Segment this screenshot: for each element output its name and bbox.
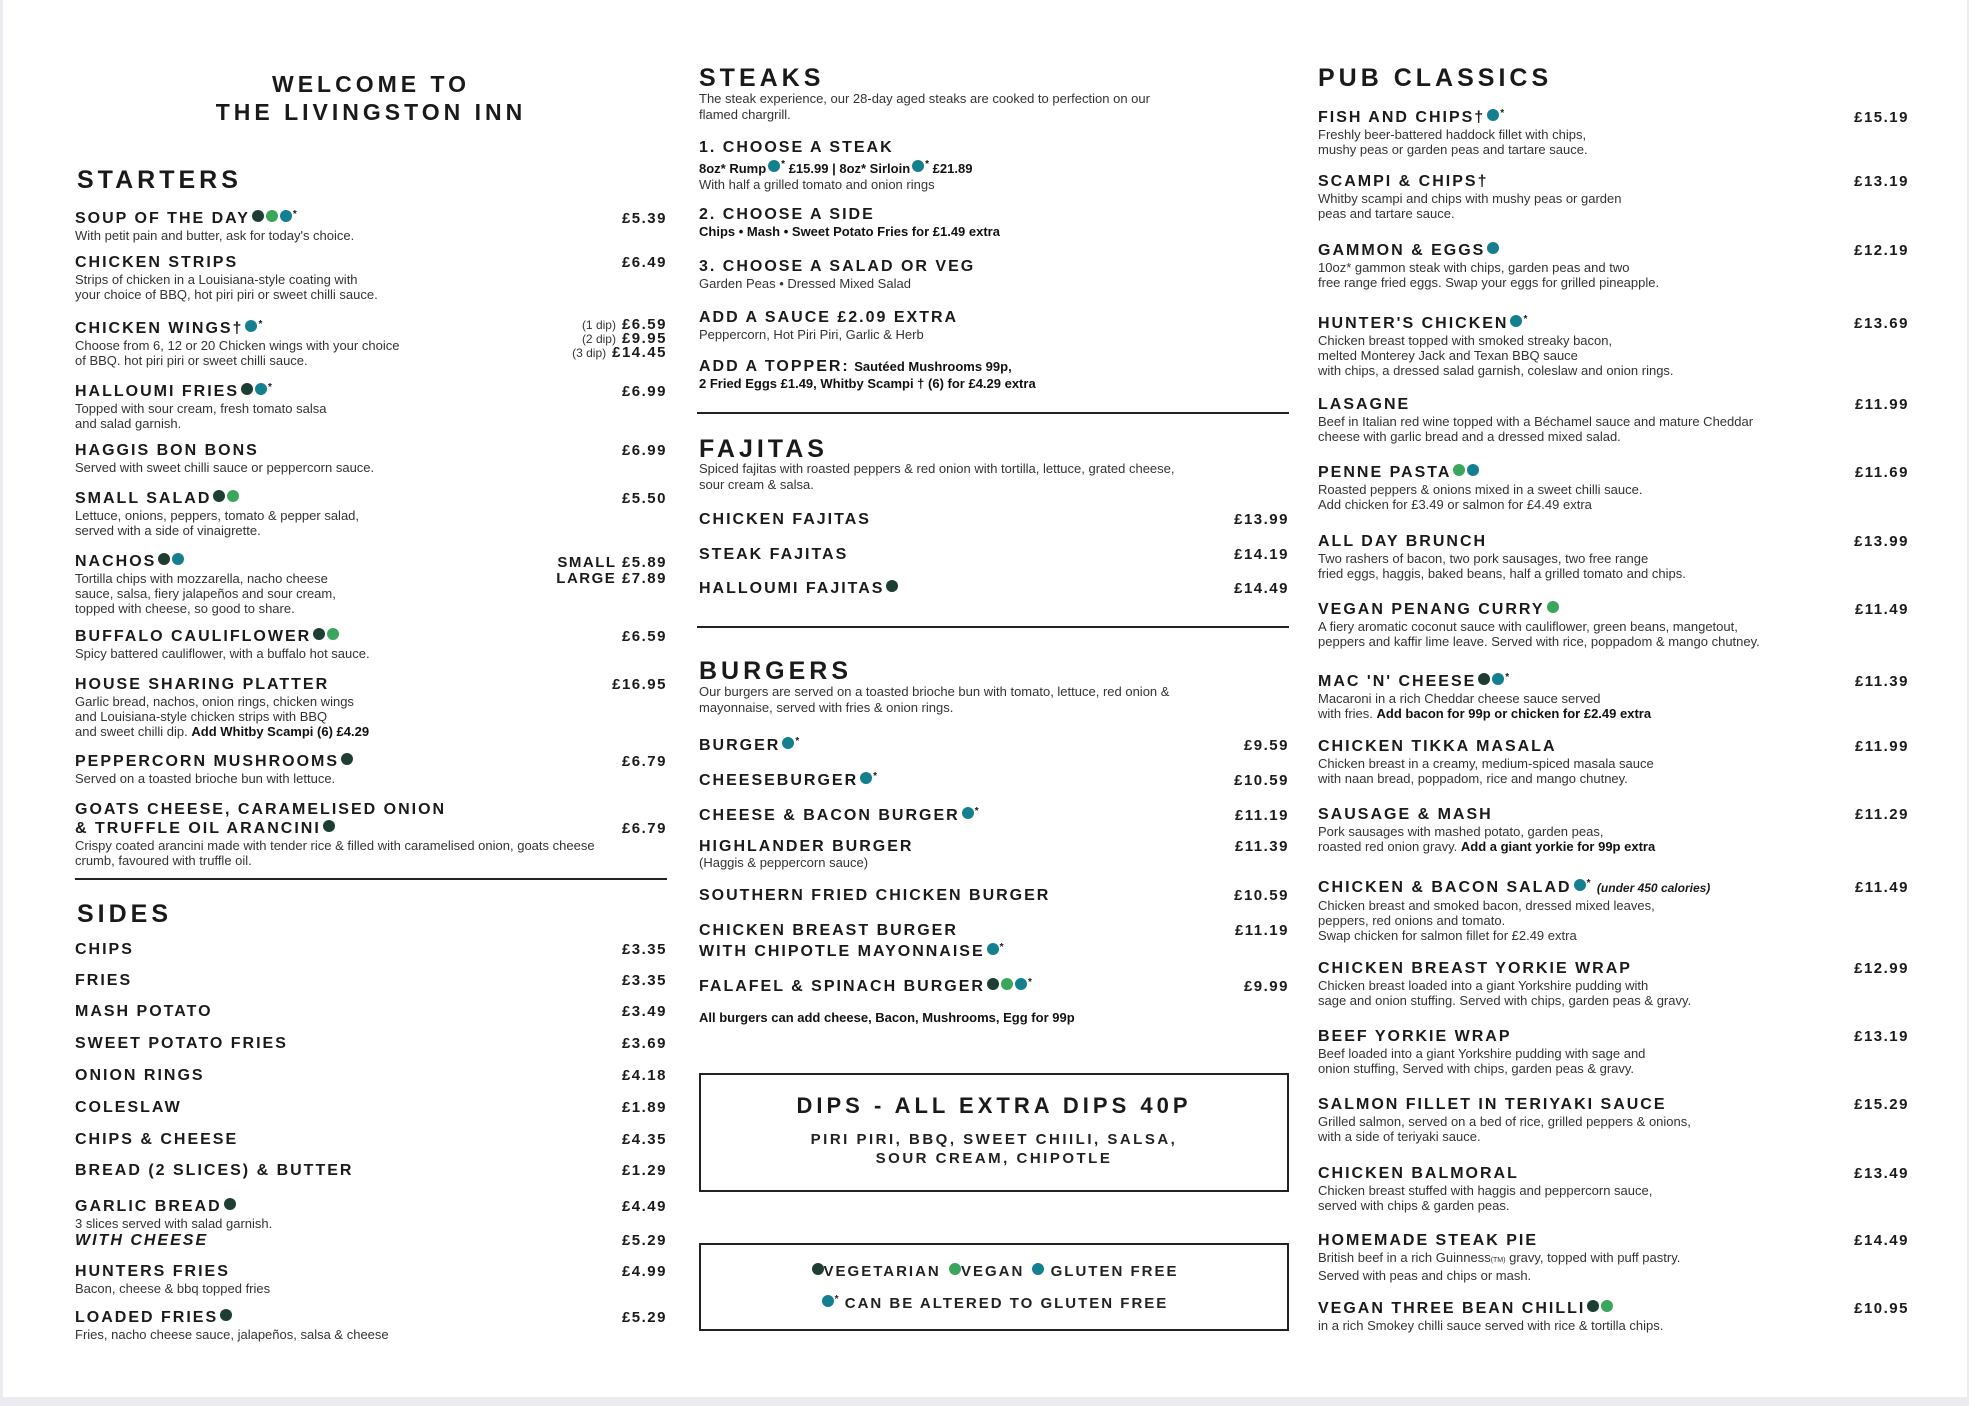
menu-item: SMALL SALAD £5.50 Lettuce, onions, peppers, tomato & pepper salad, served with a side of vinaigrette. (75, 490, 667, 538)
steak-step-1: 1. CHOOSE A STEAK 8oz* Rump * £15.99 | 8oz* Sirloin * £21.89 With half a grilled tomato and onion rings (699, 139, 973, 192)
sides-title: SIDES (77, 900, 173, 928)
vegan-icon (1547, 601, 1559, 613)
vegetarian-icon (241, 383, 253, 395)
side-item: BREAD (2 SLICES) & BUTTER £1.29 (75, 1162, 667, 1179)
pub-item: LASAGNE £11.99 Beef in Italian red wine topped with a Béchamel sauce and mature Cheddar cheese with garlic bread and a dressed mixed salad. (1318, 396, 1909, 444)
gluten-free-icon (1510, 315, 1522, 327)
gluten-free-icon (245, 320, 257, 332)
vegan-icon (327, 628, 339, 640)
pub-item: PENNE PASTA £11.69 Roasted peppers & onions mixed in a sweet chilli sauce. Add chicken for £3.49 or salmon for £4.49 extra (1318, 464, 1909, 512)
gluten-free-icon (1467, 464, 1479, 476)
vegan-icon (266, 210, 278, 222)
side-item: LOADED FRIES £5.29 Fries, nacho cheese sauce, jalapeños, salsa & cheese (75, 1309, 667, 1342)
menu-item: PEPPERCORN MUSHROOMS £6.79 Served on a toasted brioche bun with lettuce. (75, 753, 667, 786)
side-item: HUNTERS FRIES £4.99 Bacon, cheese & bbq topped fries (75, 1263, 667, 1296)
pub-item: CHICKEN BREAST YORKIE WRAP £12.99 Chicken breast loaded into a giant Yorkshire pudding with sage and onion stuffing. Served with chips, garden peas & gravy. (1318, 960, 1909, 1008)
gluten-free-icon (962, 807, 974, 819)
pub-item: CHICKEN BALMORAL £13.49 Chicken breast stuffed with haggis and peppercorn sauce, served with chips & garden peas. (1318, 1165, 1909, 1213)
vegetarian-icon (313, 628, 325, 640)
gluten-free-icon (1487, 242, 1499, 254)
steak-topper: ADD A TOPPER: Sautéed Mushrooms 99p, 2 Fried Eggs £1.49, Whitby Scampi † (6) for £4.29 extra (699, 358, 1036, 391)
burger-item: CHEESEBURGER * £10.59 (699, 771, 1289, 789)
dips-box: DIPS - ALL EXTRA DIPS 40P PIRI PIRI, BBQ, SWEET CHIILI, SALSA, SOUR CREAM, CHIPOTLE (699, 1073, 1289, 1192)
burger-item: CHEESE & BACON BURGER * £11.19 (699, 806, 1289, 824)
side-item-garlic-bread: GARLIC BREAD £4.49 3 slices served with salad garnish. WITH CHEESE £5.29 (75, 1198, 667, 1249)
gluten-free-icon (987, 943, 999, 955)
welcome-heading: WELCOME TO THE LIVINGSTON INN (215, 71, 527, 125)
pub-item: MAC 'N' CHEESE * £11.39 Macaroni in a rich Cheddar cheese sauce served with fries. Add bacon for 99p or chicken for £2.49 extra (1318, 672, 1909, 721)
menu-item: HALLOUMI FRIES * £6.99 Topped with sour cream, fresh tomato salsa and salad garnish. (75, 382, 667, 431)
pub-item: SALMON FILLET IN TERIYAKI SAUCE £15.29 Grilled salmon, served on a bed of rice, grilled peppers & onions, with a side of teriyaki sauce. (1318, 1096, 1909, 1144)
menu-item-chicken-wings: CHICKEN WINGS† * Choose from 6, 12 or 20 Chicken wings with your choice of BBQ. hot piri piri or sweet chilli sauce. (1 dip) £6.59 (2 dip) £9.95 (3 dip) £14.45 (75, 316, 667, 368)
pub-item: CHICKEN TIKKA MASALA £11.99 Chicken breast in a creamy, medium-spiced masala sauce with naan bread, poppadom, rice and mango chutney. (1318, 738, 1909, 786)
fajitas-subtitle: Spiced fajitas with roasted peppers & red onion with tortilla, lettuce, grated cheese, sour cream & salsa. (699, 461, 1175, 492)
vegetarian-icon (224, 1198, 236, 1210)
section-divider (697, 626, 1289, 628)
vegetarian-icon (220, 1309, 232, 1321)
vegetarian-icon (886, 580, 898, 592)
vegetarian-icon (323, 820, 335, 832)
menu-item-nachos: NACHOS Tortilla chips with mozzarella, nacho cheese sauce, salsa, fiery jalapeños and sour cream, topped with cheese, so good to share. SMALL £5.89 LARGE £7.89 (75, 553, 667, 616)
pub-item: SAUSAGE & MASH £11.29 Pork sausages with mashed potato, garden peas, roasted red onion gravy. Add a giant yorkie for 99p extra (1318, 806, 1909, 854)
burgers-subtitle: Our burgers are served on a toasted brioche bun with tomato, lettuce, red onion & mayonnaise, served with fries & onion rings. (699, 684, 1170, 715)
gluten-free-icon (280, 210, 292, 222)
side-item: FRIES £3.35 (75, 972, 667, 989)
gluten-free-icon (1032, 1263, 1044, 1275)
side-item: SWEET POTATO FRIES £3.69 (75, 1035, 667, 1052)
side-item: MASH POTATO £3.49 (75, 1003, 667, 1020)
menu-item-arancini: GOATS CHEESE, CARAMELISED ONION & TRUFFLE OIL ARANCINI £6.79 Crispy coated arancini made with tender rice & filled with caramelised onion, goats cheese crumb, favoured with truffle oil. (75, 801, 667, 868)
menu-item: SOUP OF THE DAY * £5.39 With petit pain and butter, ask for today's choice. (75, 209, 667, 243)
pub-item: BEEF YORKIE WRAP £13.19 Beef loaded into a giant Yorkshire pudding with sage and onion stuffing, Served with chips, garden peas & gravy. (1318, 1028, 1909, 1076)
menu-sheet (3, 0, 1967, 1397)
vegetarian-icon (213, 490, 225, 502)
dips-title: DIPS - ALL EXTRA DIPS 40P (796, 1093, 1192, 1118)
vegan-icon (227, 490, 239, 502)
menu-item: CHICKEN STRIPS £6.49 Strips of chicken in a Louisiana-style coating with your choice of BBQ, hot piri piri or sweet chilli sauce. (75, 254, 667, 302)
gluten-free-icon (1574, 879, 1586, 891)
gluten-free-icon (912, 160, 924, 172)
pub-item: CHICKEN & BACON SALAD * (under 450 calories) £11.49 Chicken breast and smoked bacon, dressed mixed leaves, peppers, red onions and tomato. Swap chicken for salmon fillet for £2.49 extra (1318, 878, 1909, 943)
burger-item: BURGER * £9.59 (699, 736, 1289, 754)
pub-item: HOMEMADE STEAK PIE £14.49 British beef in a rich Guinness(TM) gravy, topped with puff pastry. Served with peas and chips or mash. (1318, 1232, 1909, 1283)
burgers-title: BURGERS (699, 657, 853, 685)
vegan-icon (949, 1263, 961, 1275)
dietary-legend: VEGETARIAN VEGAN GLUTEN FREE * CAN BE ALTERED TO GLUTEN FREE (699, 1243, 1289, 1331)
burger-item: CHICKEN BREAST BURGER £11.19 WITH CHIPOTLE MAYONNAISE * (699, 922, 1289, 960)
gluten-free-icon (1015, 978, 1027, 990)
side-item: ONION RINGS £4.18 (75, 1067, 667, 1084)
steak-step-3: 3. CHOOSE A SALAD OR VEG Garden Peas • Dressed Mixed Salad (699, 258, 976, 291)
menu-item: HOUSE SHARING PLATTER £16.95 Garlic bread, nachos, onion rings, chicken wings and Louisiana-style chicken strips with BBQ and sweet chilli dip. Add Whitby Scampi (6) £4.29 (75, 676, 667, 739)
gluten-free-icon (172, 553, 184, 565)
pub-item: FISH AND CHIPS† * £15.19 Freshly beer-battered haddock fillet with chips, mushy peas or garden peas and tartare sauce. (1318, 108, 1909, 157)
pub-item: VEGAN PENANG CURRY £11.49 A fiery aromatic coconut sauce with cauliflower, green beans, mangetout, peppers and kaffir lime leave. Served with rice, poppadom & mango chutney. (1318, 601, 1909, 649)
fajita-item: HALLOUMI FAJITAS £14.49 (699, 580, 1289, 597)
fajita-item: CHICKEN FAJITAS £13.99 (699, 511, 1289, 528)
side-item: COLESLAW £1.89 (75, 1099, 667, 1116)
section-divider (75, 878, 667, 880)
burgers-note: All burgers can add cheese, Bacon, Mushrooms, Egg for 99p (699, 1010, 1075, 1025)
gluten-free-alterable-icon (822, 1295, 834, 1307)
steaks-title: STEAKS (699, 64, 825, 92)
fajitas-title: FAJITAS (699, 435, 828, 463)
pub-item: ALL DAY BRUNCH £13.99 Two rashers of bacon, two pork sausages, two free range fried eggs, haggis, baked beans, half a grilled tomato and chips. (1318, 533, 1909, 581)
gluten-free-icon (1487, 109, 1499, 121)
vegan-icon (1601, 1300, 1613, 1312)
section-divider (697, 412, 1289, 414)
gluten-free-icon (1492, 673, 1504, 685)
fajita-item: STEAK FAJITAS £14.19 (699, 546, 1289, 563)
side-item: CHIPS & CHEESE £4.35 (75, 1131, 667, 1148)
vegetarian-icon (1478, 673, 1490, 685)
burger-item: SOUTHERN FRIED CHICKEN BURGER £10.59 (699, 887, 1289, 904)
vegetarian-icon (987, 978, 999, 990)
pub-item: VEGAN THREE BEAN CHILLI £10.95 in a rich Smokey chilli sauce served with rice & tortilla chips. (1318, 1300, 1909, 1333)
pub-item: SCAMPI & CHIPS† £13.19 Whitby scampi and chips with mushy peas or garden peas and tartare sauce. (1318, 173, 1909, 221)
pub-classics-title: PUB CLASSICS (1318, 64, 1553, 92)
vegetarian-icon (1587, 1300, 1599, 1312)
gluten-free-icon (255, 383, 267, 395)
gluten-free-icon (782, 737, 794, 749)
vegetarian-icon (341, 753, 353, 765)
vegetarian-icon (812, 1263, 824, 1275)
vegetarian-icon (158, 553, 170, 565)
burger-item: HIGHLANDER BURGER £11.39 (Haggis & peppercorn sauce) (699, 838, 1289, 870)
side-item: CHIPS £3.35 (75, 941, 667, 958)
steak-step-2: 2. CHOOSE A SIDE Chips • Mash • Sweet Potato Fries for £1.49 extra (699, 206, 1000, 239)
steaks-subtitle: The steak experience, our 28-day aged steaks are cooked to perfection on our flamed chargrill. (699, 91, 1150, 122)
pub-item: HUNTER'S CHICKEN * £13.69 Chicken breast topped with smoked streaky bacon, melted Monterey Jack and Texan BBQ sauce with chips, a dressed salad garnish, coleslaw and onion rings. (1318, 314, 1909, 378)
menu-item: HAGGIS BON BONS £6.99 Served with sweet chilli sauce or peppercorn sauce. (75, 442, 667, 475)
menu-item: BUFFALO CAULIFLOWER £6.59 Spicy battered cauliflower, with a buffalo hot sauce. (75, 628, 667, 661)
starters-title: STARTERS (77, 166, 242, 194)
vegan-icon (1001, 978, 1013, 990)
vegetarian-icon (252, 210, 264, 222)
vegan-icon (1453, 464, 1465, 476)
gluten-free-icon (860, 772, 872, 784)
steak-sauce: ADD A SAUCE £2.09 EXTRA Peppercorn, Hot Piri Piri, Garlic & Herb (699, 309, 959, 342)
pub-item: GAMMON & EGGS £12.19 10oz* gammon steak with chips, garden peas and two free range fried eggs. Swap your eggs for grilled pineapple. (1318, 242, 1909, 290)
burger-item: FALAFEL & SPINACH BURGER * £9.99 (699, 977, 1289, 995)
gluten-free-icon (768, 160, 780, 172)
